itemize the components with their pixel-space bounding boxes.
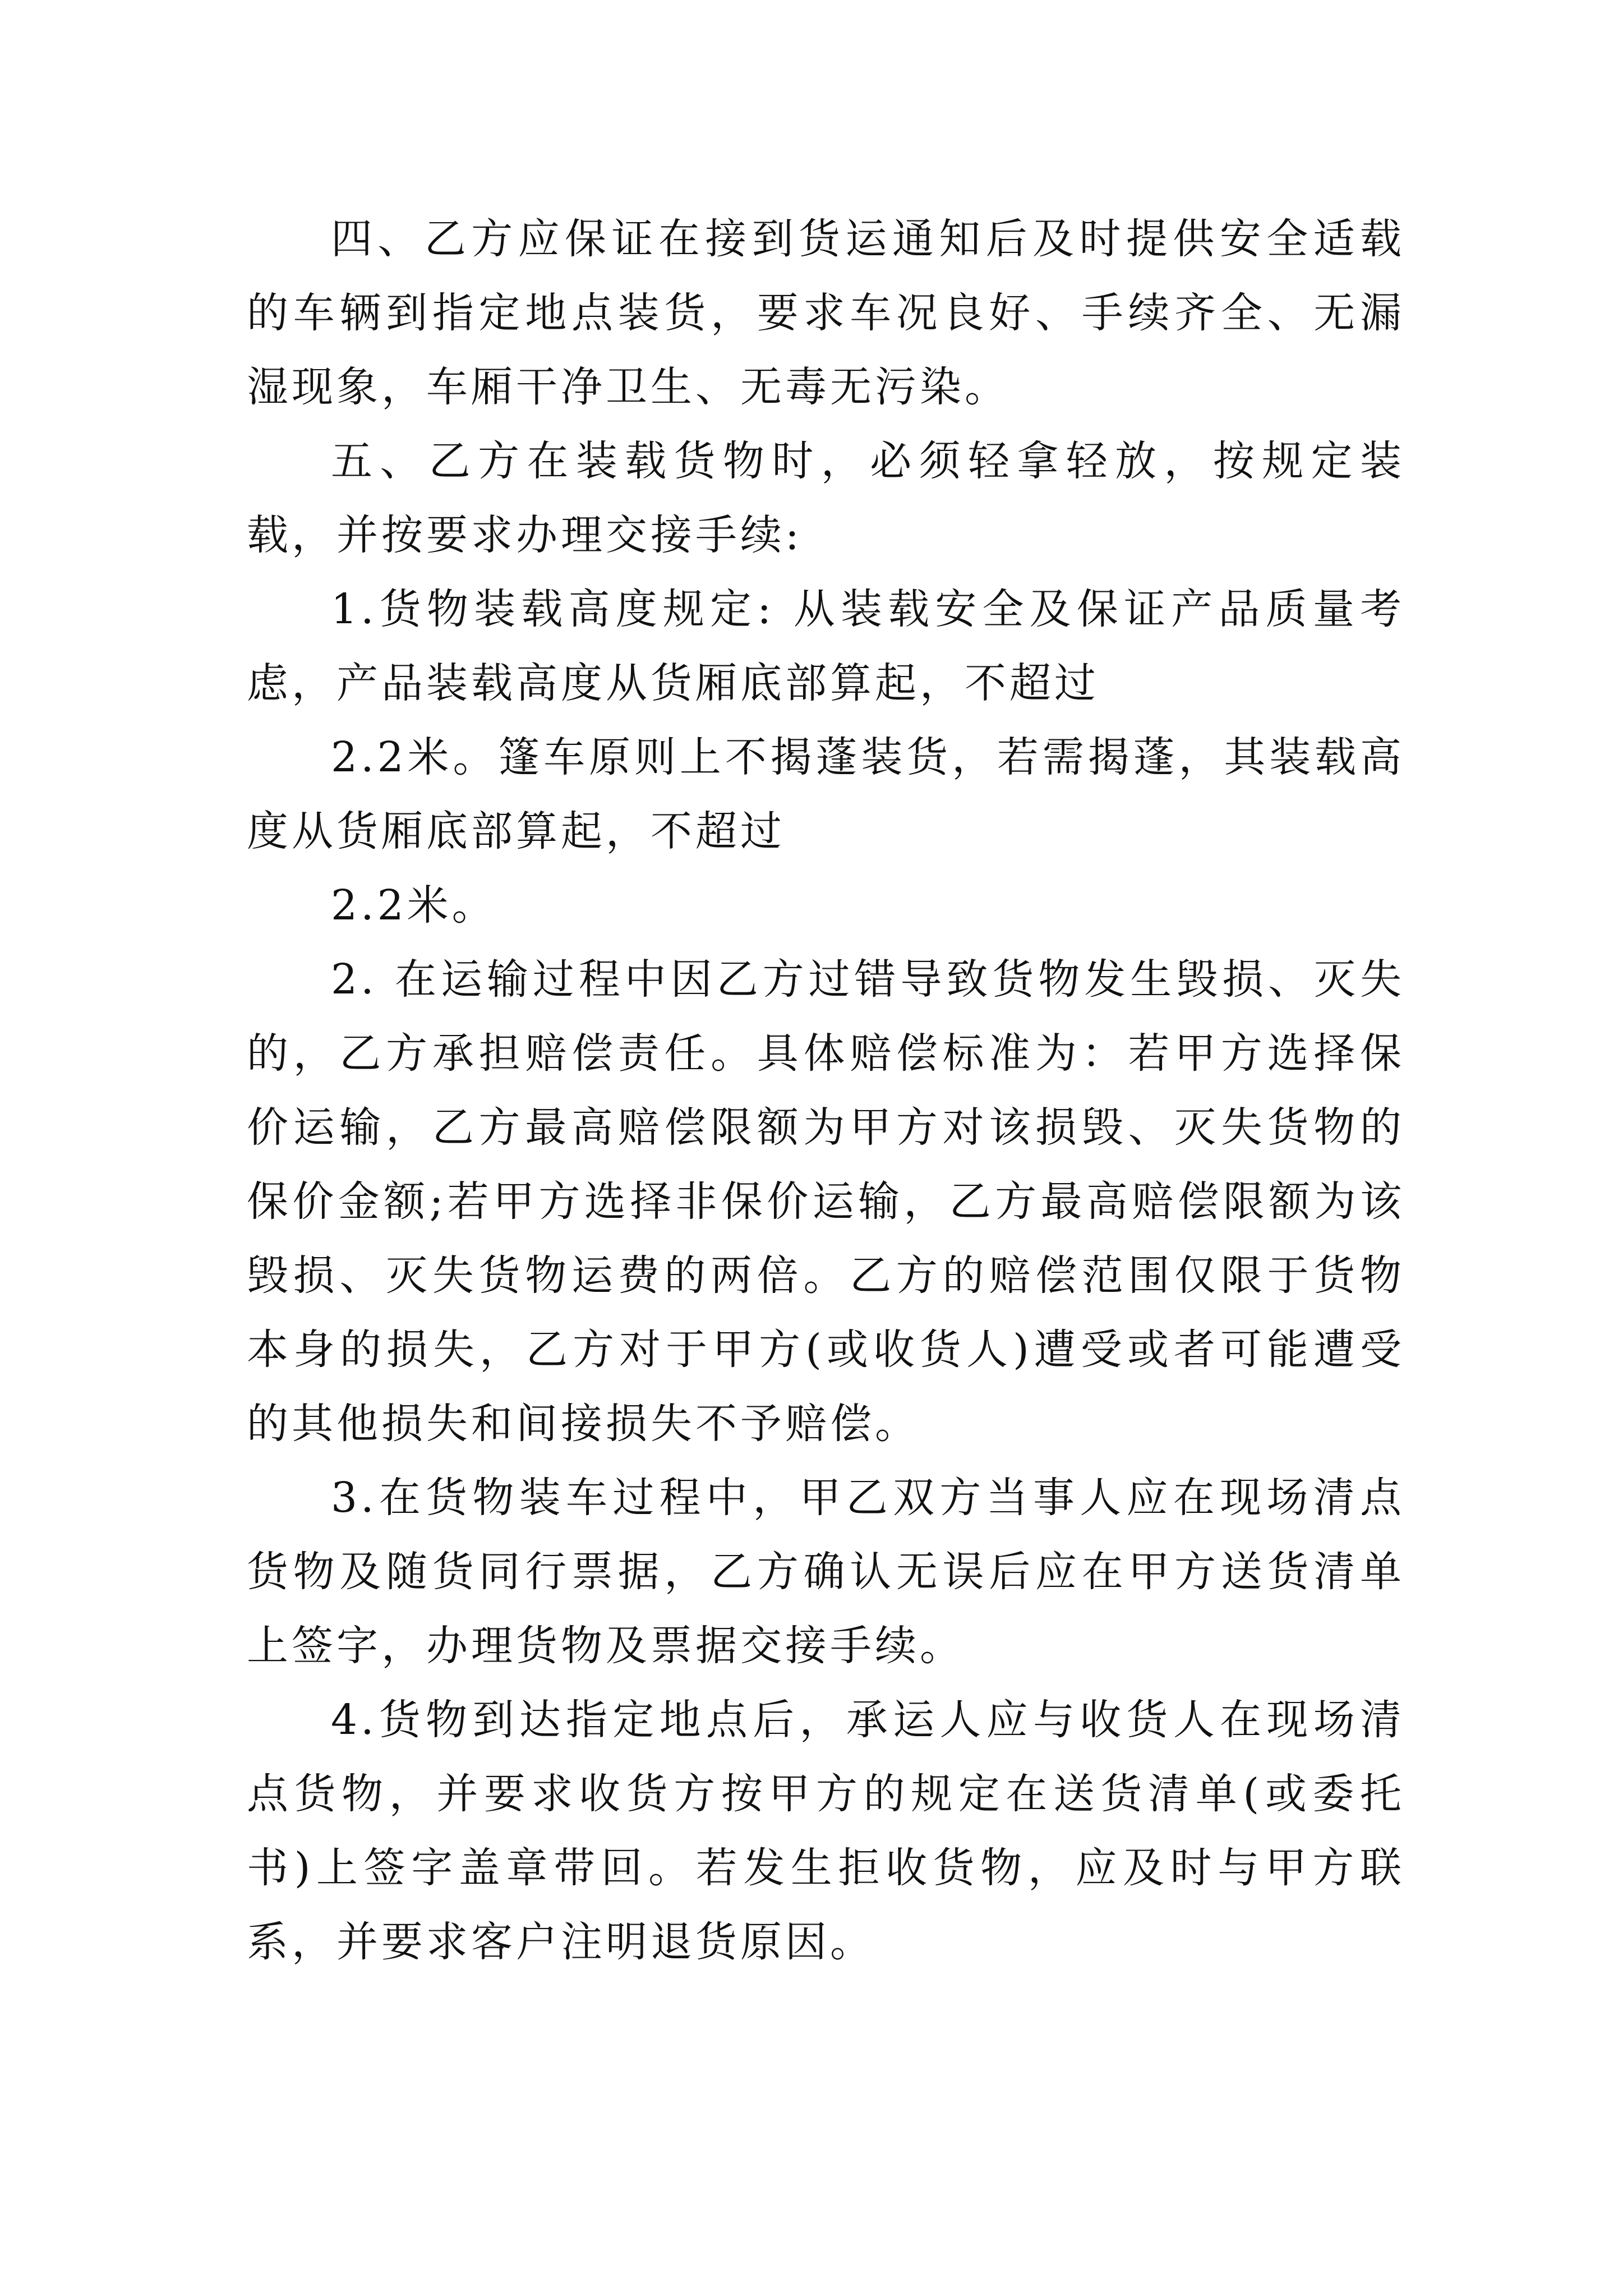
paragraph-item-1-continued: 2.2米。篷车原则上不揭蓬装货，若需揭蓬，其装载高度从货厢底部算起，不超过 — [247, 733, 1405, 855]
paragraph-item-1-end: 2.2米。 — [331, 881, 497, 930]
paragraph-item-4: 4.货物到达指定地点后，承运人应与收货人在现场清点货物，并要求收货方按甲方的规定在送货清单(或委托书)上签字盖章带回。若发生拒收货物，应及时与甲方联系，并要求客户注明退货原因。 — [247, 1696, 1405, 1966]
paragraph-item-3: 3.在货物装车过程中，甲乙双方当事人应在现场清点货物及随货同行票据，乙方确认无误后应在甲方送货清单上签字，办理货物及票据交接手续。 — [247, 1474, 1405, 1670]
paragraph-section-4: 四、乙方应保证在接到货运通知后及时提供安全适载的车辆到指定地点装货，要求车况良好、手续齐全、无漏湿现象，车厢干净卫生、无毒无污染。 — [247, 215, 1405, 411]
document-body — [247, 202, 1405, 1979]
paragraph-section-5: 五、乙方在装载货物时，必须轻拿轻放，按规定装载，并按要求办理交接手续: — [247, 437, 1405, 559]
paragraph-item-2: 2. 在运输过程中因乙方过错导致货物发生毁损、灭失的，乙方承担赔偿责任。具体赔偿标准为：若甲方选择保价运输，乙方最高赔偿限额为甲方对该损毁、灭失货物的保价金额;若甲方选择非保价运输，乙方最高赔偿限额为该毁损、灭失货物运费的两倍。乙方的赔偿范围仅限于货物本身的损失，乙方对于甲方(或收货人)遭受或者可能遭受的其他损失和间接损失不予赔偿。 — [247, 955, 1405, 1448]
paragraph-item-1: 1.货物装载高度规定: 从装载安全及保证产品质量考虑，产品装载高度从货厢底部算起，不超过 — [247, 585, 1405, 707]
